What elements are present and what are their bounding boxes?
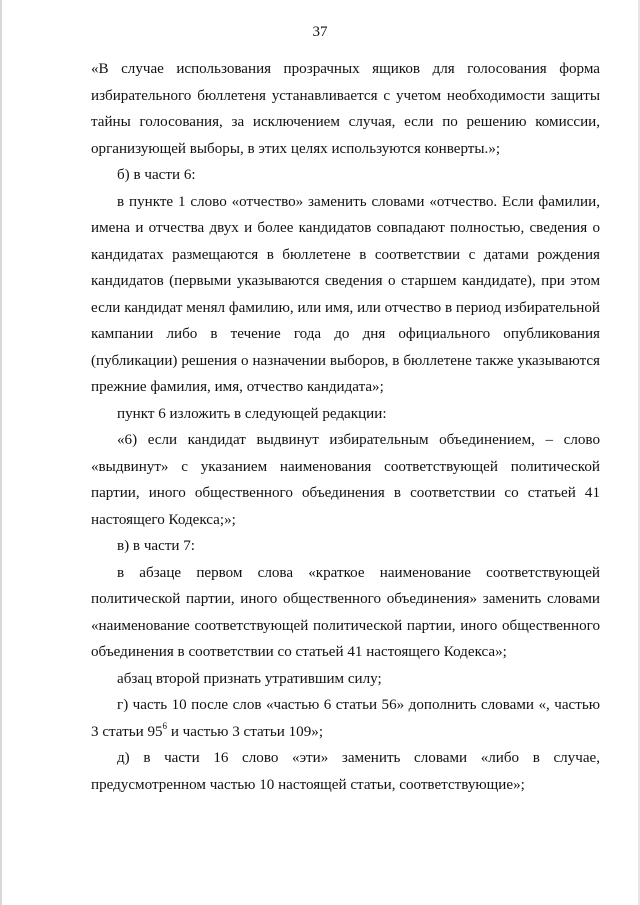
paragraph-first-abzac: в абзаце первом слова «краткое наименование соответствующей политической партии, иного общественного объединения» заменить словами «наименование соответствующей политической партии, иного общественного объединения в соответствии со статьей 41 настоящего Кодекса»; bbox=[91, 564, 600, 660]
paragraph-second-abzac: абзац второй признать утратившим силу; bbox=[117, 670, 382, 687]
paragraph-point-6-heading: пункт 6 изложить в следующей редакции: bbox=[117, 405, 387, 422]
paragraph-point-6-text: «6) если кандидат выдвинут избирательным объединением, – слово «выдвинут» с указанием наименования соответствующей политической партии, иного общественного объединения в соответствии со статьей 41 настоящего Кодекса;»; bbox=[91, 432, 600, 528]
paragraph-part-6: б) в части 6: bbox=[117, 167, 196, 183]
page-number: 37 bbox=[312, 24, 328, 40]
superscript-6: 6 bbox=[162, 720, 168, 731]
paragraph-part-10-tail: и частью 3 статьи 109»; bbox=[167, 723, 324, 740]
paragraph-ballot-form: «В случае использования прозрачных ящиков для голосования форма избирательного бюллетеня устанавливается с учетом необходимости защиты тайны голосования, за исключением случая, если по решению комиссии, организующей выборы, в этих целях используются конверты.»; bbox=[91, 61, 600, 157]
paragraph-part-10 bbox=[91, 692, 600, 745]
paragraph-part-16: д) в части 16 слово «эти» заменить словами «либо в случае, предусмотренном частью 10 настоящей статьи, соответствующие»; bbox=[91, 750, 600, 793]
paragraph-part-7: в) в части 7: bbox=[117, 538, 196, 554]
document-body bbox=[91, 56, 600, 798]
paragraph-part-10-text: г) часть 10 после слов «частью 6 статьи 56» дополнить словами «, частью 3 статьи 95 bbox=[91, 697, 600, 740]
paragraph-point-1-patronymic: в пункте 1 слово «отчество» заменить словами «отчество. Если фамилии, имена и отчества двух и более кандидатов совпадают полностью, сведения о кандидатах размещаются в бюллетене в соответствии с датами рождения кандидатов (первыми указываются сведения о старшем кандидате), при этом если кандидат менял фамилию, или имя, или отчество в период избирательной кампании либо в течение года до дня официального опубликования (публикации) решения о назначении выборов, в бюллетене также указываются прежние фамилия, имя, отчество кандидата»; bbox=[91, 193, 600, 395]
